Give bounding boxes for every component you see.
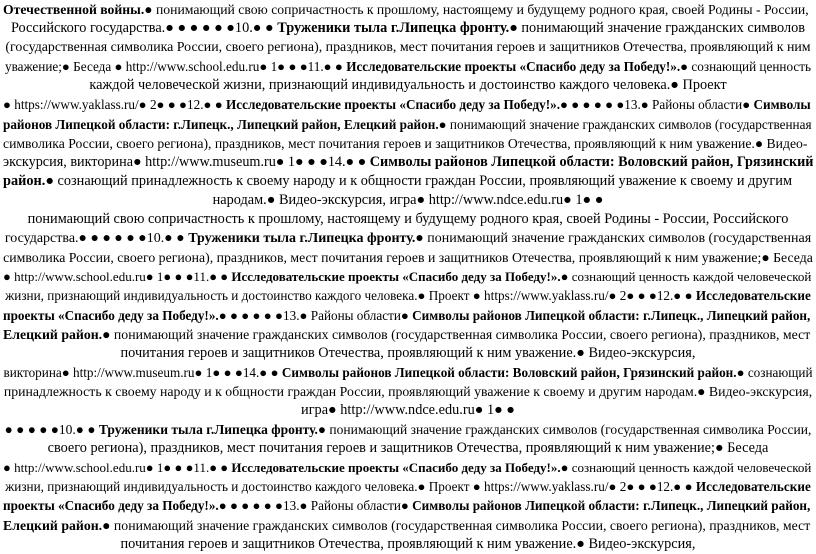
text-run: ● сознающий <box>736 364 813 380</box>
text-run: ● понимающий значение гражданских символов (государственная символика России, своего региона), праздников, мест <box>102 517 811 533</box>
bold-text-run: Символы районов Липецкой области: Воловский район, Грязинский район. <box>281 364 737 380</box>
text-line <box>3 458 813 477</box>
text-run: экскурсия, викторина● http://www.museum.ru● 1● ● ●14.● ● <box>3 153 370 170</box>
text-line <box>3 286 813 305</box>
text-run: своего региона), праздников, мест почитания героев и защитников Отечества, проявляющий к ним уважение;● Беседа <box>47 440 769 457</box>
text-line <box>3 57 813 76</box>
text-line <box>3 38 813 57</box>
text-line <box>3 325 813 344</box>
document-body <box>3 0 814 552</box>
text-line <box>3 477 813 496</box>
bold-text-run: Исследовательские проекты «Спасибо деду за Победу!». <box>226 97 561 113</box>
text-run: ● ● ● ● ●10.● ● <box>4 422 99 438</box>
text-run: каждой человеческой жизни, признающий индивидуальность и достоинство каждого человека.● Проект <box>89 77 727 94</box>
text-run: ● понимающий значение гражданских символов <box>509 20 806 37</box>
text-run: ● ● ● ● ● ●13.● Районы области● <box>218 307 413 323</box>
text-run: ● ● ● ● ● ●13.● Районы области● <box>218 498 413 514</box>
text-line <box>3 516 813 535</box>
text-line <box>3 248 813 267</box>
text-line <box>3 363 813 382</box>
text-line <box>3 382 813 401</box>
text-run: принадлежность к своему народу и к общности граждан России, проявляющий уважение к своему и другим народам.● Видео-экскурсия, <box>3 383 813 399</box>
text-run: ● понимающий значение гражданских символов (государственная <box>415 231 812 247</box>
text-line <box>3 153 813 172</box>
bold-text-run: проекты «Спасибо деду за Победу!». <box>3 498 219 514</box>
bold-text-run: Символы районов Липецкой области: г.Липецк., Липецкий район, <box>412 498 811 514</box>
bold-text-run: Исследовательские <box>695 479 811 495</box>
text-run: ● сознающий ценность <box>680 59 811 75</box>
text-line <box>3 191 813 210</box>
text-run: жизни, признающий индивидуальность и достоинство каждого человека.● Проект ● https://www.yaklass.ru/● 2● ● ●12.● ● <box>5 288 696 304</box>
bold-text-run: Исследовательские <box>695 288 811 304</box>
text-line <box>3 95 813 114</box>
bold-text-run: Елецкий район. <box>3 517 103 533</box>
text-line <box>3 115 813 134</box>
text-run: ● понимающий значение гражданских символов (государственная <box>438 116 812 132</box>
text-run: ● понимающий значение гражданских символов (государственная символика России, своего региона), праздников, мест <box>102 326 811 342</box>
text-run: игра● http://www.ndce.edu.ru● 1● ● <box>301 401 515 418</box>
text-run: символика России, своего региона), праздников, мест почитания героев и защитников Отечества, проявляющий к ним уважение;● Беседа <box>3 250 813 266</box>
text-run: уважение;● Беседа ● http://www.school.edu.ru● 1● ● ●11.● ● <box>5 59 347 75</box>
text-run: ● понимающий значение гражданских символов (государственная символика России, <box>317 422 812 438</box>
text-run: ● ● ● ● ● ●13.● Районы области● <box>560 97 754 113</box>
text-line <box>3 0 813 19</box>
text-line <box>3 134 813 153</box>
text-run: ● https://www.yaklass.ru/● 2● ● ●12.● ● <box>3 97 227 113</box>
text-line <box>3 535 813 554</box>
text-line <box>3 267 813 286</box>
bold-text-run: Исследовательские проекты «Спасибо деду за Победу!». <box>346 59 681 75</box>
bold-text-run: Елецкий район. <box>3 326 103 342</box>
bold-text-run: Символы районов Липецкой области: Воловский район, Грязинский <box>369 153 814 170</box>
text-line <box>3 172 813 191</box>
text-run: почитания героев и защитников Отечества, проявляющий к ним уважение.● Видео-экскурсия, <box>120 344 696 361</box>
text-line <box>3 76 813 95</box>
bold-text-run: Труженики тыла г.Липецка фронту. <box>98 422 318 438</box>
text-run: (государственная символика России, своего региона), праздников, мест почитания героев и защитников Отечества, проявляющий к ним <box>5 40 811 56</box>
bold-text-run: район. <box>3 172 46 189</box>
text-run: ● сознающий ценность каждой человеческой <box>560 269 812 285</box>
text-run: ● сознающий принадлежность к своему народу и к общности граждан России, проявляющий уважение к своему и другим <box>45 172 792 189</box>
bold-text-run: районов Липецкой области: г.Липецк., Липецкий район, Елецкий район. <box>3 116 439 132</box>
bold-text-run: проекты «Спасибо деду за Победу!». <box>3 307 219 323</box>
text-line <box>3 401 813 420</box>
bold-text-run: Исследовательские проекты «Спасибо деду за Победу!». <box>231 460 561 476</box>
text-run: народам.● Видео-экскурсия, игра● http://www.ndce.edu.ru● 1● ● <box>212 191 604 208</box>
text-run: ● http://www.school.edu.ru● 1● ● ●11.● ● <box>3 269 232 285</box>
text-run: викторина● http://www.museum.ru● 1● ● ●14.● ● <box>3 364 282 380</box>
text-run: государства.● ● ● ● ● ●10.● ● <box>4 231 189 247</box>
text-line <box>3 420 813 439</box>
text-run: Российского государства.● ● ● ● ● ●10.● ● <box>10 20 278 37</box>
bold-text-run: Исследовательские проекты «Спасибо деду за Победу!». <box>231 269 561 285</box>
text-run: понимающий свою сопричастность к прошлому, настоящему и будущему родного края, своей Родины - России, Российского <box>27 211 789 228</box>
text-run: ● http://www.school.edu.ru● 1● ● ●11.● ● <box>3 460 232 476</box>
text-line <box>3 19 813 38</box>
text-run: ● сознающий ценность каждой человеческой <box>560 460 812 476</box>
text-run: символика России, своего региона), праздников, мест почитания героев и защитников Отечества, проявляющий к ним уважение.● Видео- <box>3 135 808 151</box>
text-line <box>3 306 813 325</box>
bold-text-run: Символы <box>753 97 811 113</box>
text-run: жизни, признающий индивидуальность и достоинство каждого человека.● Проект ● https://www.yaklass.ru/● 2● ● ●12.● ● <box>5 479 696 495</box>
text-line <box>3 496 813 515</box>
bold-text-run: Отечественной войны. <box>3 2 145 17</box>
text-line <box>3 344 813 363</box>
bold-text-run: Символы районов Липецкой области: г.Липецк., Липецкий район, <box>412 307 811 323</box>
text-run: почитания героев и защитников Отечества, проявляющий к ним уважение.● Видео-экскурсия, <box>120 535 696 552</box>
bold-text-run: Труженики тыла г.Липецка фронту. <box>188 231 416 247</box>
bold-text-run: Труженики тыла г.Липецка фронту. <box>277 20 510 37</box>
text-run: ● понимающий свою сопричастность к прошлому, настоящему и будущему родного края, своей Родины - России, <box>144 2 809 17</box>
text-line <box>3 439 813 458</box>
text-line <box>3 210 813 229</box>
text-line <box>3 229 813 248</box>
